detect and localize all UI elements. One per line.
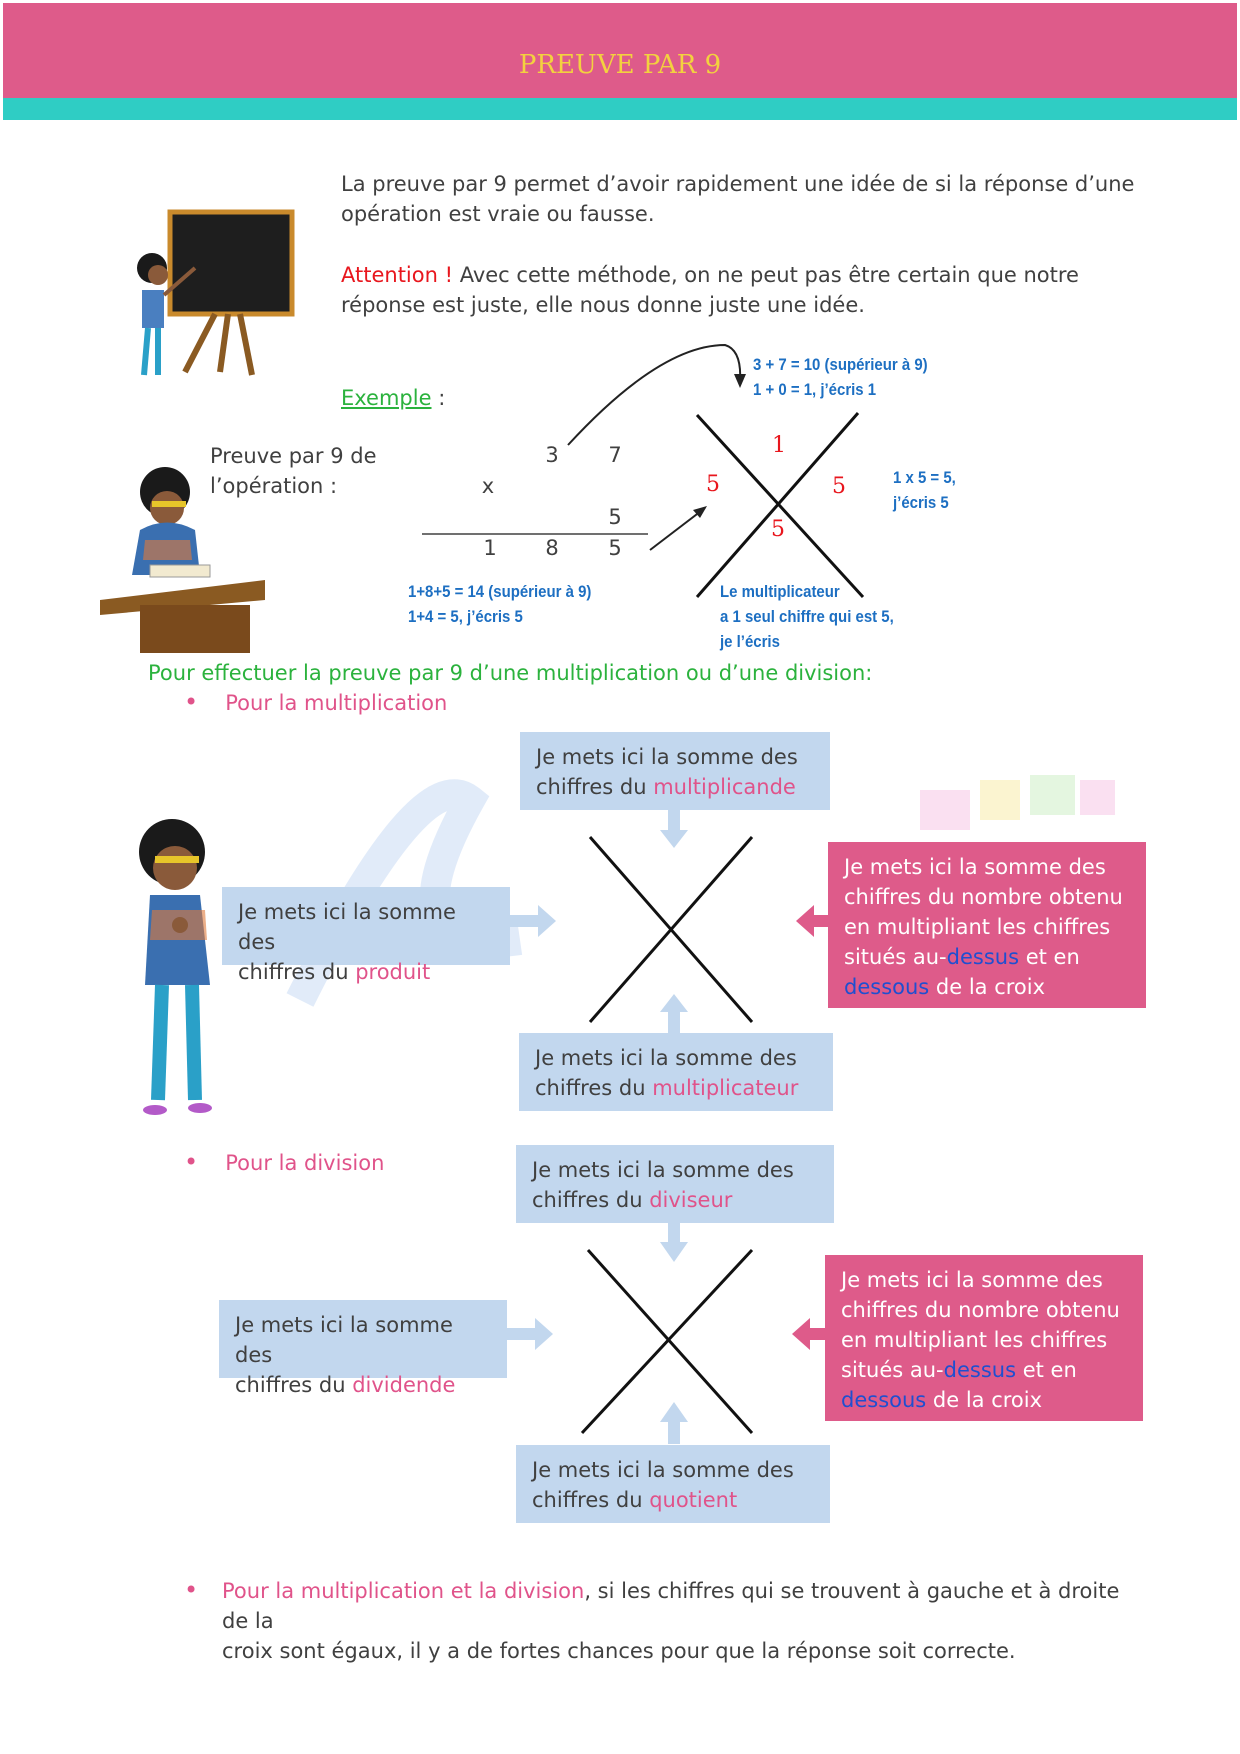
- mult-box-produit: Je mets ici la somme des chiffres du produit: [222, 887, 510, 965]
- attention-paragraph: [341, 260, 1201, 320]
- operation-label: Preuve par 9 de l’opération :: [210, 444, 377, 498]
- multiplication-arrows: [510, 810, 830, 1034]
- multiplicand-digit: 7: [608, 443, 622, 467]
- standing-girl-illustration: [139, 819, 212, 1115]
- attention-line-2: réponse est juste, elle nous donne juste une idée.: [341, 293, 865, 317]
- div-box-dividende: Je mets ici la somme des chiffres du dividende: [219, 1300, 507, 1378]
- example-operation-lines: [422, 345, 746, 550]
- note-multiplier: Le multiplicateur a 1 seul chiffre qui est 5, je l’écris: [720, 582, 894, 651]
- attention-label: Attention !: [341, 263, 454, 287]
- intro-paragraph: [341, 169, 1201, 229]
- procedure-heading: Pour effectuer la preuve par 9 d’une multiplication ou d’une division:: [148, 661, 873, 685]
- div-box-quotient: Je mets ici la somme des chiffres du quotient: [516, 1445, 830, 1523]
- bullet-division: • Pour la division: [184, 1148, 385, 1176]
- div-box-cross-product: Je mets ici la somme des chiffres du nombre obtenu en multipliant les chiffres situés au-dessus et en dessous de la croix: [825, 1255, 1143, 1421]
- division-cross: [582, 1250, 752, 1433]
- bullet-dot: •: [184, 1148, 199, 1176]
- note-cross-product: 1 x 5 = 5, j’écris 5: [893, 468, 956, 512]
- cross-top-value: 1: [772, 433, 786, 458]
- example-heading: Exemple :: [341, 386, 446, 410]
- product-digit: 1: [483, 536, 497, 560]
- div-box-diviseur: Je mets ici la somme des chiffres du diviseur: [516, 1145, 834, 1223]
- conclusion-text: Pour la multiplication et la division, si les chiffres qui se trouvent à gauche et à droite de la croix sont égaux, il y a de fortes chances pour que la réponse soit correcte.: [222, 1579, 1120, 1663]
- bullet-dot: •: [184, 688, 199, 716]
- multiplicand-digit: 3: [545, 443, 559, 467]
- intro-line-1: La preuve par 9 permet d’avoir rapidement une idée de si la réponse d’une: [341, 172, 1135, 196]
- product-digit: 5: [608, 536, 622, 560]
- note-multiplicand-sum: 3 + 7 = 10 (supérieur à 9) 1 + 0 = 1, j’écris 1: [753, 355, 928, 399]
- mult-box-multiplicateur: Je mets ici la somme des chiffres du multiplicateur: [519, 1033, 833, 1111]
- bullet-dot: •: [184, 1576, 199, 1604]
- cross-bottom-value: 5: [771, 517, 785, 542]
- note-product-sum: 1+8+5 = 14 (supérieur à 9) 1+4 = 5, j’écris 5: [408, 582, 592, 626]
- page-title: PREUVE PAR 9: [518, 50, 722, 80]
- cross-right-value: 5: [832, 474, 846, 499]
- mult-box-cross-product: Je mets ici la somme des chiffres du nombre obtenu en multipliant les chiffres situés au-dessus et en dessous de la croix: [828, 842, 1146, 1008]
- conclusion-bullet: [184, 1576, 1144, 1666]
- teacher-illustration: [137, 212, 292, 375]
- product-digit: 8: [545, 536, 559, 560]
- mult-box-multiplicande: Je mets ici la somme des chiffres du multiplicande: [520, 732, 830, 810]
- attention-line-1: Attention ! Avec cette méthode, on ne peut pas être certain que notre: [341, 263, 1079, 287]
- cross-left-value: 5: [706, 472, 720, 497]
- times-sign: x: [481, 474, 495, 498]
- bullet-multiplication: • Pour la multiplication: [184, 688, 448, 716]
- example-label: Exemple: [341, 386, 432, 410]
- intro-line-2: opération est vraie ou fausse.: [341, 202, 655, 226]
- multiplication-cross: [590, 837, 752, 1022]
- division-arrows: [507, 1220, 826, 1444]
- multiplier-digit: 5: [608, 505, 622, 529]
